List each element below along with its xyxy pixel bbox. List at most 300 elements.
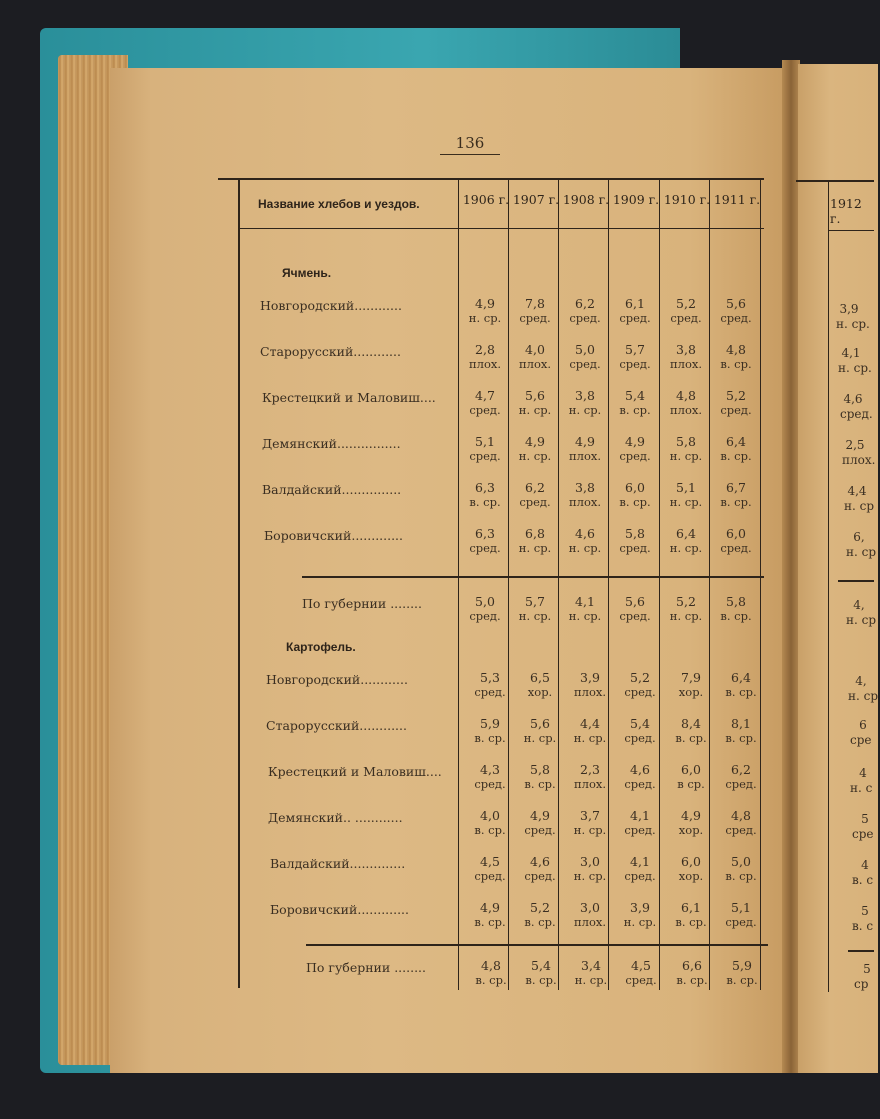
table-cell <box>661 594 711 624</box>
cell-quality: н. ср. <box>573 823 607 837</box>
cell-yield-value: 5,8 <box>726 594 746 609</box>
cell-yield-value: 5,0 <box>475 594 495 609</box>
next-page-cell <box>842 438 874 468</box>
table-cell <box>666 716 716 746</box>
table-cell <box>515 854 565 884</box>
table-cell <box>711 388 761 418</box>
next-page-cell <box>854 962 874 992</box>
cell-yield-value: 6,2 <box>575 296 595 311</box>
table-cell <box>661 342 711 372</box>
cell-yield-value: 4,1 <box>841 346 861 360</box>
page-number: 136 <box>440 134 500 155</box>
cell-yield-value: 4,1 <box>575 594 595 609</box>
table-cell <box>515 716 565 746</box>
table-cell <box>460 434 510 464</box>
table-cell <box>610 480 660 510</box>
cell-yield-value: 4 <box>859 766 867 780</box>
header-name-column: Название хлебов и уездов. <box>258 197 420 211</box>
cell-yield-value: 5,6 <box>625 594 645 609</box>
row-label: Новгородский............ <box>266 672 408 687</box>
cell-yield-value: 6,2 <box>525 480 545 495</box>
table-cell <box>615 670 665 700</box>
cell-quality: в. ср. <box>720 609 752 623</box>
cell-quality: сред. <box>624 869 656 883</box>
column-rule <box>458 180 459 990</box>
cell-yield-value: 5,2 <box>676 594 696 609</box>
cell-yield-value: 6,0 <box>681 854 701 869</box>
cell-quality: в. с <box>852 919 874 933</box>
cell-quality: н. ср. <box>468 311 502 325</box>
cell-quality: сред. <box>619 609 651 623</box>
table-cell <box>510 342 560 372</box>
cell-quality: сред. <box>720 403 752 417</box>
cell-yield-value: 6,5 <box>530 670 550 685</box>
cell-yield-value: 3,8 <box>575 480 595 495</box>
header-year: 1911 г. <box>713 192 761 207</box>
cell-quality: сред. <box>519 311 551 325</box>
table-cell <box>510 434 560 464</box>
table-cell <box>510 480 560 510</box>
table-cell <box>716 762 766 792</box>
cell-yield-value: 6,1 <box>625 296 645 311</box>
cell-quality: сред. <box>725 823 757 837</box>
next-page-cell <box>850 718 874 748</box>
cell-yield-value: 5 <box>861 812 869 826</box>
table-cell <box>615 716 665 746</box>
cell-quality: в. ср. <box>675 731 707 745</box>
table-cell <box>610 434 660 464</box>
cell-quality: сред. <box>725 777 757 791</box>
table-cell <box>615 762 665 792</box>
cell-yield-value: 4,0 <box>480 808 500 823</box>
cell-quality: сре <box>850 733 872 747</box>
cell-quality: сред. <box>519 495 551 509</box>
cell-yield-value: 5,8 <box>530 762 550 777</box>
cell-quality: н. ср. <box>523 731 557 745</box>
cell-yield-value: 5,9 <box>480 716 500 731</box>
cell-quality: н. ср. <box>574 973 608 987</box>
table-top-rule <box>218 178 764 180</box>
next-page-total-rule-1 <box>838 580 874 582</box>
cell-quality: н. ср <box>846 613 877 627</box>
section-title: Картофель. <box>286 640 356 654</box>
table-cell <box>711 526 761 556</box>
next-page-cell <box>848 674 879 704</box>
cell-yield-value: 4,9 <box>681 808 701 823</box>
cell-quality: сред. <box>840 407 873 421</box>
table-cell <box>661 434 711 464</box>
cell-quality: сред. <box>720 541 752 555</box>
next-page-cell <box>852 812 874 842</box>
cell-yield-value: 5,4 <box>630 716 650 731</box>
cell-quality: хор. <box>527 685 553 699</box>
cell-quality: хор. <box>678 869 704 883</box>
cell-quality: сред. <box>624 777 656 791</box>
table-cell <box>460 480 510 510</box>
table-cell <box>666 762 716 792</box>
cell-yield-value: 5,0 <box>731 854 751 869</box>
cell-quality: сред. <box>625 973 657 987</box>
cell-yield-value: 5,4 <box>531 958 551 973</box>
cell-yield-value: 5,2 <box>530 900 550 915</box>
table-cell <box>711 594 761 624</box>
table-cell <box>615 808 665 838</box>
cell-yield-value: 5,2 <box>676 296 696 311</box>
cell-quality: в. ср. <box>720 449 752 463</box>
section-title: Ячмень. <box>282 266 332 280</box>
cell-quality: н. ср. <box>573 731 607 745</box>
table-cell <box>716 716 766 746</box>
cell-quality: н. ср <box>848 689 879 703</box>
table-cell <box>510 594 560 624</box>
cell-yield-value: 8,4 <box>681 716 701 731</box>
cell-yield-value: 6,1 <box>681 900 701 915</box>
next-page-cell <box>836 302 874 332</box>
cell-yield-value: 4,9 <box>475 296 495 311</box>
cell-quality: плох. <box>573 685 607 699</box>
table-cell <box>565 716 615 746</box>
cell-quality: сред. <box>619 541 651 555</box>
table-cell <box>465 670 515 700</box>
cell-quality: н. ср. <box>669 609 703 623</box>
cell-quality: в. ср. <box>726 973 758 987</box>
cell-quality: сред. <box>624 685 656 699</box>
cell-yield-value: 6,6 <box>682 958 702 973</box>
cell-yield-value: 4,9 <box>530 808 550 823</box>
table-cell <box>460 296 510 326</box>
table-cell <box>515 670 565 700</box>
total-row-label: По губернии ........ <box>302 596 422 611</box>
table-cell <box>565 900 615 930</box>
cell-yield-value: 4,7 <box>475 388 495 403</box>
table-cell <box>515 762 565 792</box>
cell-quality: сред. <box>624 823 656 837</box>
row-label: Новгородский............ <box>260 298 402 313</box>
cell-quality: н. ср. <box>568 609 602 623</box>
cell-quality: в. ср. <box>619 403 651 417</box>
cell-quality: в. ср. <box>525 973 557 987</box>
cell-quality: в. ср. <box>725 685 757 699</box>
cell-quality: в. ср. <box>619 495 651 509</box>
cell-yield-value: 2,3 <box>580 762 600 777</box>
table-cell <box>465 716 515 746</box>
cell-yield-value: 4,8 <box>731 808 751 823</box>
table-cell <box>711 434 761 464</box>
table-cell <box>465 900 515 930</box>
row-label: Валдайский.............. <box>270 856 406 871</box>
cell-yield-value: 3,4 <box>581 958 601 973</box>
cell-yield-value: 6,0 <box>681 762 701 777</box>
cell-quality: сред. <box>469 403 501 417</box>
cell-yield-value: 5 <box>863 962 871 976</box>
table-cell <box>610 342 660 372</box>
cell-quality: плох. <box>568 449 602 463</box>
table-cell <box>667 958 717 988</box>
table-cell <box>716 670 766 700</box>
table-cell <box>560 480 610 510</box>
cell-yield-value: 4,1 <box>630 854 650 869</box>
cell-quality: плох. <box>518 357 552 371</box>
row-label: Крестецкий и Маловиш.... <box>262 390 436 405</box>
next-page-cell <box>852 904 874 934</box>
cell-quality: н. ср. <box>518 403 552 417</box>
table-cell <box>465 808 515 838</box>
next-page-cell <box>850 766 874 796</box>
table-cell <box>610 594 660 624</box>
cell-yield-value: 5,1 <box>731 900 751 915</box>
cell-quality: сред. <box>725 915 757 929</box>
cell-yield-value: 4, <box>853 598 865 612</box>
cell-quality: сред. <box>524 823 556 837</box>
cell-yield-value: 6,0 <box>726 526 746 541</box>
cell-quality: сред. <box>474 869 506 883</box>
table-cell <box>565 670 615 700</box>
cell-yield-value: 4 <box>861 858 869 872</box>
cell-yield-value: 4,9 <box>525 434 545 449</box>
cell-quality: н. ср. <box>669 495 703 509</box>
cell-yield-value: 3,0 <box>580 900 600 915</box>
table-cell <box>560 526 610 556</box>
cell-quality: в. ср. <box>474 915 506 929</box>
table-cell <box>615 854 665 884</box>
cell-yield-value: 4,8 <box>676 388 696 403</box>
row-label: Старорусский............ <box>266 718 407 733</box>
cell-yield-value: 4,5 <box>480 854 500 869</box>
header-bottom-rule-right <box>828 230 874 231</box>
cell-yield-value: 6,7 <box>726 480 746 495</box>
cell-quality: сред. <box>670 311 702 325</box>
cell-yield-value: 5,6 <box>525 388 545 403</box>
cell-yield-value: 5,2 <box>726 388 746 403</box>
table-cell <box>717 958 767 988</box>
cell-yield-value: 6,8 <box>525 526 545 541</box>
cell-yield-value: 5,7 <box>625 342 645 357</box>
cell-quality: сред. <box>474 685 506 699</box>
cell-yield-value: 3,9 <box>580 670 600 685</box>
cell-yield-value: 5,2 <box>630 670 650 685</box>
cell-yield-value: 6, <box>853 530 865 544</box>
next-page-cell <box>852 858 874 888</box>
cell-quality: плох. <box>468 357 502 371</box>
table-cell <box>716 854 766 884</box>
table-cell <box>560 594 610 624</box>
cell-quality: сред. <box>720 311 752 325</box>
cell-yield-value: 5,1 <box>676 480 696 495</box>
cell-quality: хор. <box>678 685 704 699</box>
cell-quality: сред. <box>524 869 556 883</box>
table-cell <box>560 296 610 326</box>
next-page-cell <box>838 346 874 376</box>
cell-yield-value: 6 <box>859 718 867 732</box>
row-label: Демянский................ <box>262 436 401 451</box>
table-cell <box>516 958 566 988</box>
table-cell <box>566 958 616 988</box>
next-page-cell <box>846 598 877 628</box>
table-cell <box>711 480 761 510</box>
cell-yield-value: 4,6 <box>530 854 550 869</box>
cell-quality: н. ср. <box>518 609 552 623</box>
cell-yield-value: 4,8 <box>481 958 501 973</box>
cell-quality: н. ср. <box>838 361 872 375</box>
cell-quality: плох. <box>669 403 703 417</box>
next-page-cell <box>846 530 877 560</box>
table-cell <box>515 808 565 838</box>
cell-quality: сред. <box>474 777 506 791</box>
table-cell <box>666 900 716 930</box>
table-left-rule <box>238 180 240 988</box>
cell-yield-value: 4,9 <box>575 434 595 449</box>
cell-quality: плох. <box>573 915 607 929</box>
right-page-left-rule <box>828 182 829 992</box>
cell-quality: сред. <box>619 357 651 371</box>
cell-yield-value: 5,9 <box>732 958 752 973</box>
cell-yield-value: 4,4 <box>847 484 867 498</box>
next-page-cell <box>840 392 874 422</box>
cell-quality: в. ср. <box>720 495 752 509</box>
cell-quality: н. ср. <box>623 915 657 929</box>
table-cell <box>661 296 711 326</box>
cell-quality: сред. <box>469 609 501 623</box>
table-cell <box>565 854 615 884</box>
cell-yield-value: 5,6 <box>530 716 550 731</box>
header-year: 1910 г. <box>663 192 711 207</box>
cell-yield-value: 3,8 <box>676 342 696 357</box>
cell-quality: в. ср. <box>675 915 707 929</box>
cell-yield-value: 5 <box>861 904 869 918</box>
table-cell <box>610 388 660 418</box>
cell-yield-value: 6,3 <box>475 480 495 495</box>
cell-quality: в. с <box>852 873 874 887</box>
cell-quality: в. ср. <box>720 357 752 371</box>
table-cell <box>661 480 711 510</box>
header-bottom-rule <box>238 228 764 229</box>
table-cell <box>560 434 610 464</box>
table-cell <box>465 762 515 792</box>
cell-yield-value: 6,2 <box>731 762 751 777</box>
cell-yield-value: 2,8 <box>475 342 495 357</box>
cell-yield-value: 5,3 <box>480 670 500 685</box>
cell-yield-value: 2,5 <box>845 438 865 452</box>
cell-quality: н. ср. <box>669 541 703 555</box>
table-cell <box>661 388 711 418</box>
table-cell <box>565 808 615 838</box>
cell-quality: в ср. <box>677 777 705 791</box>
cell-quality: в. ср. <box>725 869 757 883</box>
cell-quality: н. ср. <box>568 541 602 555</box>
header-year-next-page: 1912 г. <box>830 196 862 226</box>
cell-quality: в. ср. <box>474 823 506 837</box>
section2-total-rule <box>306 944 768 946</box>
table-cell <box>465 854 515 884</box>
cell-quality: н. ср. <box>669 449 703 463</box>
cell-yield-value: 4,5 <box>631 958 651 973</box>
table-cell <box>711 296 761 326</box>
table-cell <box>460 526 510 556</box>
table-top-rule-right <box>796 180 874 182</box>
cell-yield-value: 5,8 <box>625 526 645 541</box>
cell-quality: в. ср. <box>474 731 506 745</box>
cell-yield-value: 4,9 <box>625 434 645 449</box>
cell-yield-value: 3,0 <box>580 854 600 869</box>
cell-quality: н. ср. <box>568 403 602 417</box>
cell-quality: плох. <box>842 453 876 467</box>
cell-quality: плох. <box>568 495 602 509</box>
cell-yield-value: 6,3 <box>475 526 495 541</box>
header-year: 1906 г. <box>462 192 510 207</box>
cell-yield-value: 4,1 <box>630 808 650 823</box>
section1-total-rule <box>302 576 764 578</box>
cell-quality: в. ср. <box>524 777 556 791</box>
cell-yield-value: 5,0 <box>575 342 595 357</box>
cell-quality: н. ср. <box>518 541 552 555</box>
cell-quality: в. ср. <box>524 915 556 929</box>
total-row-label: По губернии ........ <box>306 960 426 975</box>
cell-yield-value: 4,9 <box>480 900 500 915</box>
next-page-cell <box>844 484 874 514</box>
row-label: Старорусский............ <box>260 344 401 359</box>
table-cell <box>616 958 666 988</box>
row-label: Крестецкий и Маловиш.... <box>268 764 442 779</box>
cell-quality: в. ср. <box>676 973 708 987</box>
cell-yield-value: 3,9 <box>839 302 859 316</box>
table-cell <box>460 594 510 624</box>
cell-yield-value: 3,8 <box>575 388 595 403</box>
cell-yield-value: 5,7 <box>525 594 545 609</box>
cell-quality: сред. <box>569 311 601 325</box>
cell-yield-value: 7,9 <box>681 670 701 685</box>
cell-quality: н. ср. <box>836 317 870 331</box>
cell-yield-value: 8,1 <box>731 716 751 731</box>
table-cell <box>460 388 510 418</box>
cell-yield-value: 6,0 <box>625 480 645 495</box>
table-cell <box>510 388 560 418</box>
table-cell <box>515 900 565 930</box>
header-year: 1909 г. <box>612 192 660 207</box>
cell-quality: н. с <box>850 781 873 795</box>
cell-quality: сред. <box>569 357 601 371</box>
cell-quality: сред. <box>619 449 651 463</box>
table-cell <box>711 342 761 372</box>
cell-quality: хор. <box>678 823 704 837</box>
cell-quality: в. ср. <box>475 973 507 987</box>
cell-yield-value: 4,6 <box>843 392 863 406</box>
next-page-total-rule-2 <box>848 950 874 952</box>
row-label: Боровичский............. <box>264 528 404 543</box>
table-cell <box>716 900 766 930</box>
cell-yield-value: 4,6 <box>630 762 650 777</box>
cell-yield-value: 3,7 <box>580 808 600 823</box>
row-label: Валдайский............... <box>262 482 402 497</box>
cell-yield-value: 4,8 <box>726 342 746 357</box>
cell-quality: н. ср. <box>518 449 552 463</box>
cell-yield-value: 6,4 <box>731 670 751 685</box>
cell-yield-value: 5,6 <box>726 296 746 311</box>
row-label: Боровичский............. <box>270 902 410 917</box>
cell-yield-value: 5,8 <box>676 434 696 449</box>
cell-quality: сред. <box>469 449 501 463</box>
table-cell <box>510 526 560 556</box>
cell-yield-value: 4,6 <box>575 526 595 541</box>
table-cell <box>510 296 560 326</box>
table-cell <box>560 388 610 418</box>
cell-quality: сред. <box>469 541 501 555</box>
row-label: Демянский.. ............ <box>268 810 403 825</box>
table-cell <box>615 900 665 930</box>
table-cell <box>560 342 610 372</box>
cell-quality: н. ср. <box>573 869 607 883</box>
cell-quality: в. ср. <box>725 731 757 745</box>
table-cell <box>460 342 510 372</box>
